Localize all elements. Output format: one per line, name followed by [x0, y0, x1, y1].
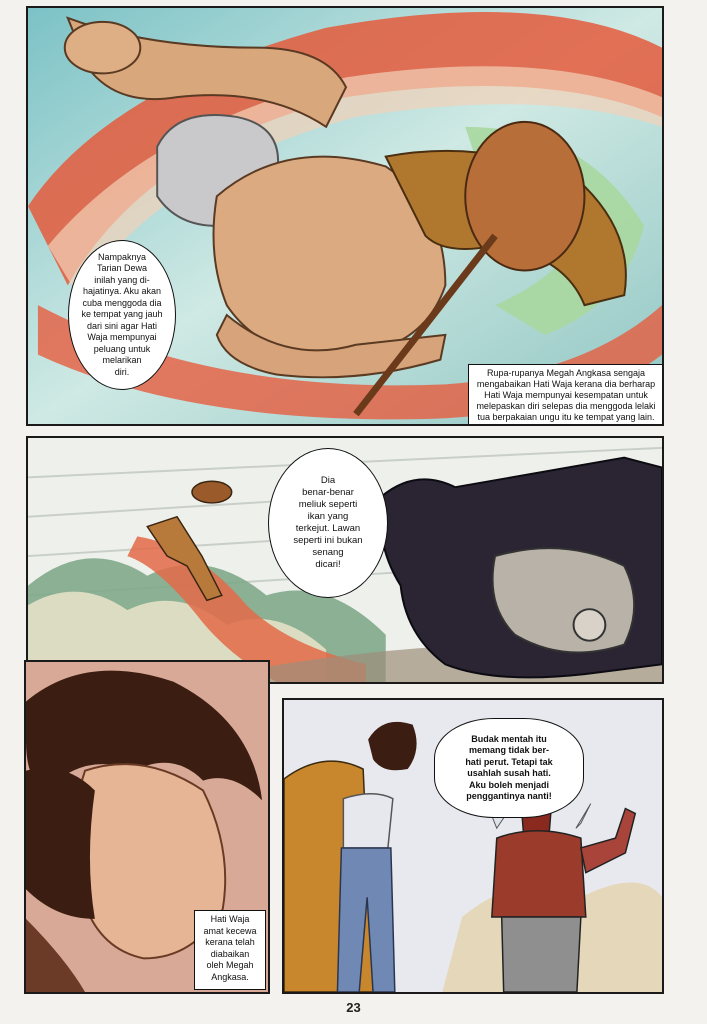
page-number: 23 — [346, 1000, 361, 1015]
thought-bubble: Nampaknya Tarian Dewa inilah yang di- hajatinya. Aku akan cuba menggoda dia ke tempat yang jauh dari sini agar Hati Waja mempunyai peluang untuk melarikan diri. — [68, 240, 176, 390]
woman-top — [343, 794, 392, 848]
panel-4 — [282, 698, 664, 994]
speech-bubble: Dia benar-benar meliuk seperti ikan yang terkejut. Lawan seperti ini bukan senang dicari! — [268, 448, 388, 598]
warrior-legs — [502, 917, 581, 992]
warrior-body — [492, 831, 586, 917]
panel-1 — [26, 6, 664, 426]
shout-bubble: Budak mentah itu memang tidak ber- hati perut. Tetapi tak usahlah susah hati. Aku boleh menjadi penggantinya nanti! — [434, 718, 584, 818]
narration-caption: Hati Waja amat kecewa kerana telah diabaikan oleh Megah Angkasa. — [194, 910, 266, 990]
falling-lute — [192, 481, 232, 503]
panel-2 — [26, 436, 664, 684]
panel-3 — [24, 660, 270, 994]
armor-disc — [574, 609, 606, 640]
narration-caption: Rupa-rupanya Megah Angkasa sengaja mengabaikan Hati Waja kerana dia berharap Hati Waja mempunyai kesempatan untuk melepaskan diri selepas dia menggoda lelaki tua berpakaian ungu itu ke tempat yang lain. — [468, 364, 664, 426]
hati-waja-hair-side — [26, 768, 95, 919]
old-man-hand — [65, 22, 141, 74]
